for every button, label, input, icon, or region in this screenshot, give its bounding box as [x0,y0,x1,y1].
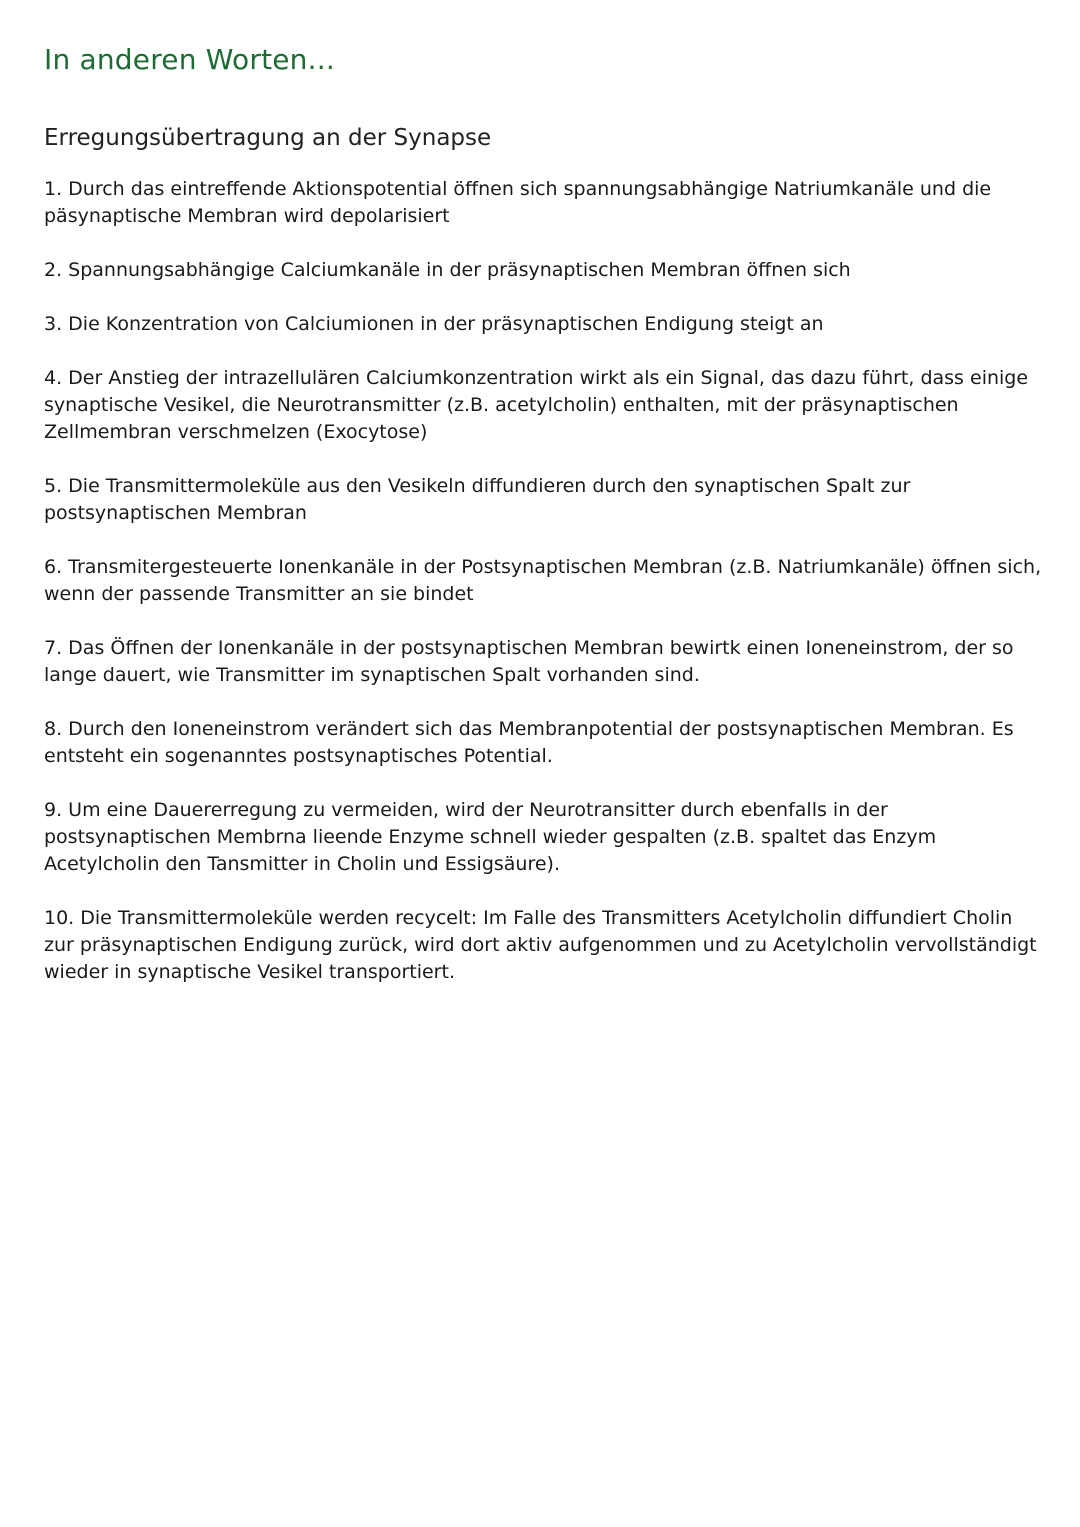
step-item: 10. Die Transmittermoleküle werden recycelt: Im Falle des Transmitters Acetylcholin diffundiert Cholin zur präsynaptischen Endigung zurück, wird dort aktiv aufgenommen und zu Acetylcholin vervollständigt wieder in synaptische Vesikel transportiert. [44,907,1037,983]
step-item: 4. Der Anstieg der intrazellulären Calciumkonzentration wirkt als ein Signal, das dazu führt, dass einige synaptische Vesikel, die Neurotransmitter (z.B. acetylcholin) enthalten, mit der präsynaptischen Zellmembran verschmelzen (Exocytose) [44,367,1029,443]
step-item: 1. Durch das eintreffende Aktionspotential öffnen sich spannungsabhängige Natriumkanäle und die päsynaptische Membran wird depolarisiert [44,178,992,227]
page-title: In anderen Worten... [44,43,335,76]
step-item: 8. Durch den Ioneneinstrom verändert sich das Membranpotential der postsynaptischen Membran. Es entsteht ein sogenanntes postsynaptisches Potential. [44,718,1014,767]
step-item: 3. Die Konzentration von Calciumionen in der präsynaptischen Endigung steigt an [44,313,824,335]
steps-list [44,176,1044,986]
section-title: Erregungsübertragung an der Synapse [44,125,492,151]
step-item: 5. Die Transmittermoleküle aus den Vesikeln diffundieren durch den synaptischen Spalt zur postsynaptischen Membran [44,475,911,524]
step-item: 7. Das Öffnen der Ionenkanäle in der postsynaptischen Membran bewirtk einen Ioneneinstrom, der so lange dauert, wie Transmitter im synaptischen Spalt vorhanden sind. [44,637,1014,686]
step-item: 9. Um eine Dauererregung zu vermeiden, wird der Neurotransitter durch ebenfalls in der postsynaptischen Membrna lieende Enzyme schnell wieder gespalten (z.B. spaltet das Enzym Acetylcholin den Tansmitter in Cholin und Essigsäure). [44,799,937,875]
document-page [44,40,1044,1013]
step-item: 6. Transmitergesteuerte Ionenkanäle in der Postsynaptischen Membran (z.B. Natriumkanäle) öffnen sich, wenn der passende Transmitter an sie bindet [44,556,1042,605]
step-item: 2. Spannungsabhängige Calciumkanäle in der präsynaptischen Membran öffnen sich [44,259,851,281]
